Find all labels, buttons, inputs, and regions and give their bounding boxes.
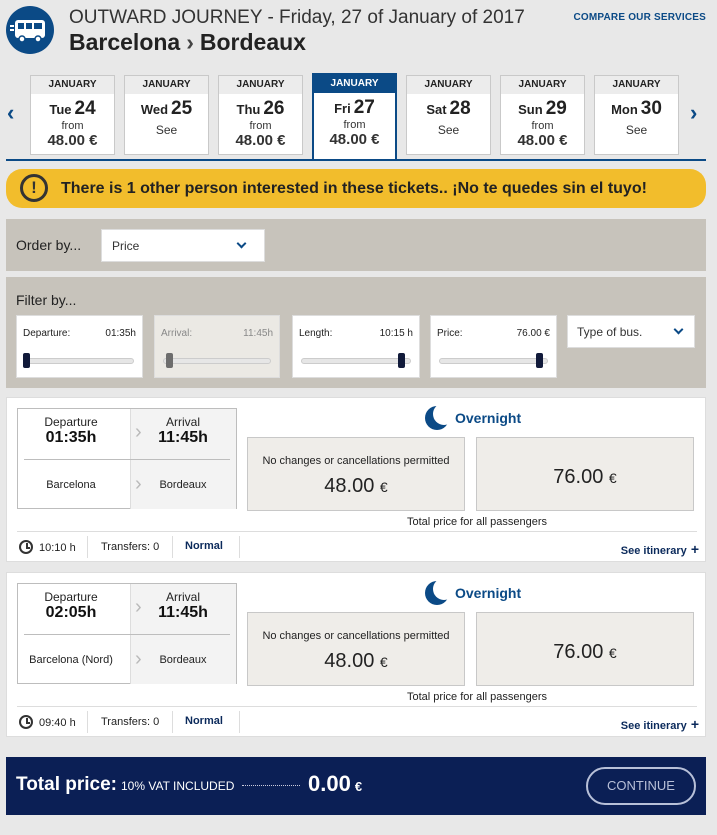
day-tab-fri-27-selected[interactable] [312, 73, 397, 161]
price-filter-value: 76.00 € [516, 328, 550, 339]
arrival-cell [130, 590, 236, 622]
detail-divider [239, 536, 240, 558]
day-from: from [531, 120, 554, 132]
arrival-filter-value: 11:45h [243, 328, 273, 339]
vat-note: 10% VAT INCLUDED [121, 779, 235, 793]
service-class: Normal [185, 715, 223, 727]
length-filter [292, 315, 420, 378]
result-card: Departure 02:05h Arrival 11:45h Barcelona (Nord) Bordeaux › › Overnight No changes or cancellations permitted 48.00 € 76.00 € Total price for all passengers 09:40 h Transfers: 0 Normal See itinerary + [6, 572, 706, 737]
day-tab-mon-30[interactable] [594, 75, 679, 155]
continue-button[interactable]: CONTINUE [586, 767, 696, 805]
departure-slider-handle[interactable] [23, 353, 30, 368]
fare-conditions: No changes or cancellations permitted [262, 455, 450, 467]
total-note: Total price for all passengers [407, 516, 548, 528]
price-filter [430, 315, 557, 378]
route-title [69, 29, 306, 56]
detail-divider [172, 711, 173, 733]
arrival-label: Arrival [165, 415, 200, 429]
detail-divider [239, 711, 240, 733]
day-month: JANUARY [314, 75, 395, 93]
see-itinerary-link[interactable]: See itinerary + [620, 541, 699, 557]
fare-price: 76.00 € [553, 466, 617, 488]
service-class: Normal [185, 540, 223, 552]
departure-slider-track[interactable] [25, 358, 134, 364]
moon-icon [425, 406, 449, 430]
day-see: See [625, 123, 648, 137]
arrival-time: 11:45h [158, 604, 208, 621]
schedule-divider [24, 634, 230, 635]
moon-icon [425, 581, 449, 605]
schedule-box [17, 408, 237, 509]
departure-cell [18, 590, 124, 622]
trip-details-bar [17, 536, 699, 560]
fare-price: 48.00 € [324, 475, 388, 497]
trip-duration: 09:40 h [39, 717, 76, 729]
compare-services-link[interactable]: COMPARE OUR SERVICES [573, 12, 706, 23]
from-city: Barcelona (Nord) [29, 654, 113, 666]
day-see: See [155, 123, 178, 137]
day-from: from [61, 120, 84, 132]
day-price: 48.00 € [47, 132, 98, 149]
detail-divider [87, 536, 88, 558]
total-amount: 0.00 € [308, 771, 363, 796]
departure-cell [18, 415, 124, 447]
chevron-down-icon [674, 325, 684, 335]
transfers: Transfers: 0 [101, 541, 160, 553]
schedule-box [17, 583, 237, 684]
day-price: 48.00 € [329, 131, 380, 148]
departure-filter-value: 01:35h [105, 328, 136, 339]
destination-city: Bordeaux [199, 29, 306, 55]
chevron-right-icon: › [135, 473, 142, 495]
interest-alert-banner [6, 169, 706, 208]
transfers: Transfers: 0 [101, 716, 160, 728]
day-month: JANUARY [219, 76, 302, 94]
plus-icon: + [690, 716, 699, 732]
arrival-filter [154, 315, 280, 378]
day-label: Mon 30 [611, 98, 662, 119]
arrival-cell [130, 415, 236, 447]
departure-label: Departure [44, 415, 98, 429]
trip-duration: 10:10 h [39, 542, 76, 554]
arrival-slider-handle [166, 353, 173, 368]
clock-icon [19, 715, 33, 729]
day-tab-tue-24[interactable] [30, 75, 115, 155]
day-label: Tue 24 [49, 98, 96, 119]
clock-icon [19, 540, 33, 554]
day-price: 48.00 € [235, 132, 286, 149]
arrival-filter-label: Arrival: [161, 328, 193, 339]
chevron-right-icon: › [135, 421, 142, 443]
fare-price: 76.00 € [553, 641, 617, 663]
day-see: See [437, 123, 460, 137]
day-tab-thu-26[interactable] [218, 75, 303, 155]
route-arrow-icon: › [186, 29, 194, 55]
order-select[interactable] [101, 229, 265, 262]
price-slider-handle[interactable] [536, 353, 543, 368]
journey-header [0, 0, 717, 70]
schedule-divider [24, 459, 230, 460]
fare-option-basic[interactable] [247, 437, 465, 511]
arrival-slider-track [163, 358, 271, 364]
day-price: 48.00 € [517, 132, 568, 149]
plus-icon: + [690, 541, 699, 557]
length-slider-track[interactable] [301, 358, 411, 364]
departure-filter [16, 315, 143, 378]
total-price-label: Total price: [16, 774, 117, 795]
bus-icon [6, 6, 54, 54]
departure-filter-label: Departure: [23, 328, 71, 339]
date-selector [0, 73, 717, 161]
journey-title: OUTWARD JOURNEY - Friday, 27 of January of 2017 [69, 7, 525, 28]
order-label: Order by... [16, 237, 82, 253]
fare-price: 48.00 € [324, 650, 388, 672]
to-city: Bordeaux [159, 654, 207, 666]
prev-days-chevron-icon[interactable]: ‹ [7, 100, 15, 125]
to-city: Bordeaux [159, 479, 207, 491]
day-label: Wed 25 [140, 98, 193, 119]
day-month: JANUARY [501, 76, 584, 94]
order-selected-value: Price [112, 239, 140, 253]
day-month: JANUARY [595, 76, 678, 94]
total-note: Total price for all passengers [407, 691, 548, 703]
day-tab-sun-29[interactable] [500, 75, 585, 155]
length-slider-handle[interactable] [398, 353, 405, 368]
length-filter-label: Length: [299, 328, 333, 339]
card-divider [17, 706, 697, 707]
bus-type-label: Type of bus. [577, 325, 643, 339]
date-selector-underline [6, 159, 706, 161]
day-tab-wed-25[interactable] [124, 75, 209, 155]
day-label: Sun 29 [518, 98, 567, 119]
next-days-chevron-icon[interactable]: › [690, 100, 698, 125]
detail-divider [172, 536, 173, 558]
day-month: JANUARY [407, 76, 490, 94]
day-month: JANUARY [31, 76, 114, 94]
filter-label: Filter by... [16, 292, 77, 308]
day-label: Sat 28 [426, 98, 471, 119]
arrival-label: Arrival [165, 590, 200, 604]
day-label: Fri 27 [334, 97, 375, 118]
price-filter-label: Price: [437, 328, 463, 339]
fare-option-flexible[interactable] [476, 612, 694, 686]
order-bar [6, 219, 706, 271]
chevron-down-icon [237, 239, 247, 249]
day-label: Thu 26 [236, 98, 285, 119]
arrival-time: 11:45h [158, 429, 208, 446]
from-city: Barcelona [46, 479, 96, 491]
see-itinerary-link[interactable]: See itinerary + [620, 716, 699, 732]
warning-icon: ! [20, 174, 48, 202]
price-slider-track[interactable] [439, 358, 548, 364]
departure-time: 02:05h [45, 604, 97, 621]
total-price-bar [6, 757, 706, 815]
departure-time: 01:35h [45, 429, 97, 446]
day-from: from [343, 119, 366, 131]
day-from: from [249, 120, 272, 132]
chevron-right-icon: › [135, 648, 142, 670]
departure-label: Departure [44, 590, 98, 604]
result-card: Departure 01:35h Arrival 11:45h Barcelona Bordeaux › › Overnight No changes or cancellations permitted 48.00 € 76.00 € Total price for all passengers 10:10 h Transfers: 0 Normal See itinerary + [6, 397, 706, 562]
dotted-leader [242, 785, 300, 786]
fare-option-flexible[interactable] [476, 437, 694, 511]
fare-option-basic[interactable] [247, 612, 465, 686]
origin-city: Barcelona [69, 29, 181, 55]
filter-panel [6, 277, 706, 388]
day-month: JANUARY [125, 76, 208, 94]
bus-type-select[interactable] [567, 315, 695, 348]
trip-details-bar [17, 711, 699, 735]
chevron-right-icon: › [135, 596, 142, 618]
alert-text: There is 1 other person interested in these tickets.. ¡No te quedes sin el tuyo! [61, 180, 647, 197]
fare-conditions: No changes or cancellations permitted [262, 630, 450, 642]
length-filter-value: 10:15 h [379, 328, 413, 339]
card-divider [17, 531, 697, 532]
day-tab-sat-28[interactable] [406, 75, 491, 155]
detail-divider [87, 711, 88, 733]
